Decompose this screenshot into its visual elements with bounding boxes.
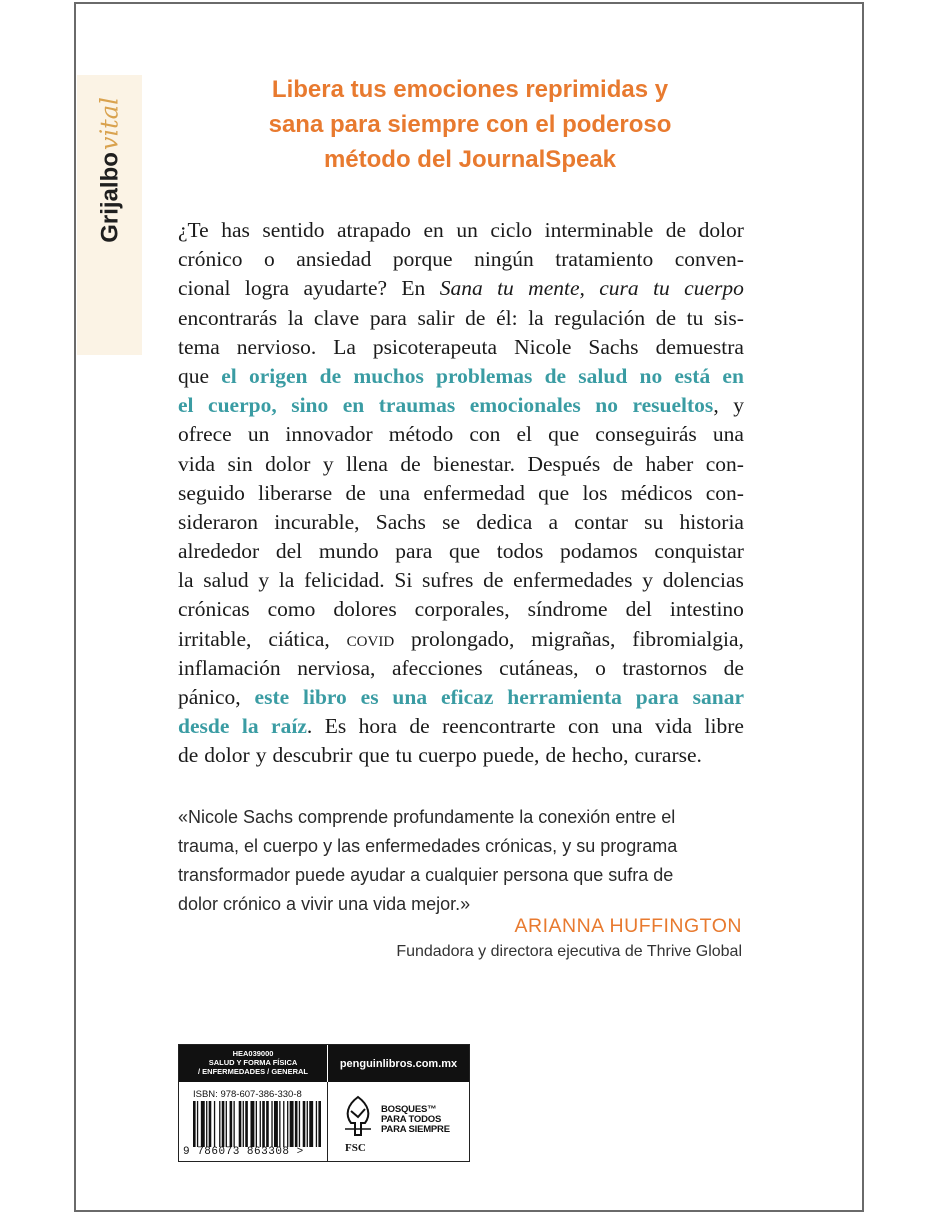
synopsis-word: a <box>548 509 559 534</box>
synopsis-line <box>178 362 744 391</box>
synopsis-word: ningún <box>474 247 534 272</box>
synopsis-word: Sachs <box>375 509 426 534</box>
synopsis-word: eficaz <box>440 685 494 709</box>
synopsis-word: la <box>241 714 259 739</box>
barcode-bar <box>230 1101 233 1147</box>
synopsis-word: de <box>400 451 421 476</box>
synopsis-word: puede, <box>482 743 540 768</box>
synopsis-word: resueltos, <box>632 393 719 418</box>
barcode-bar <box>260 1101 261 1147</box>
synopsis-word: para <box>369 305 407 330</box>
synopsis-word: conven- <box>674 247 744 272</box>
synopsis-word: pánico, <box>178 685 241 709</box>
synopsis-word: crónicas <box>178 597 250 622</box>
divider <box>327 1082 328 1162</box>
synopsis-word: prolongado, <box>411 626 515 651</box>
synopsis-word: emocionales <box>469 393 581 418</box>
synopsis-word: con- <box>705 451 744 476</box>
synopsis-line <box>178 245 744 274</box>
barcode-bar <box>250 1101 254 1147</box>
synopsis-word: curarse. <box>634 743 702 768</box>
synopsis-word: sis- <box>714 305 744 330</box>
barcode-bar <box>256 1101 257 1147</box>
category-line: / ENFERMEDADES / GENERAL <box>197 1067 308 1076</box>
synopsis-word: y <box>642 568 653 593</box>
synopsis-word: médicos <box>620 480 693 505</box>
barcode <box>193 1101 321 1147</box>
synopsis-word: inflamación <box>178 655 281 680</box>
quote-line: dolor crónico a vivir una vida mejor.» <box>178 894 471 914</box>
synopsis-word: llena <box>346 451 388 476</box>
synopsis-word: migrañas, <box>531 626 616 651</box>
synopsis-word: irritable, <box>178 626 252 651</box>
synopsis-word: su <box>644 509 664 534</box>
barcode-bar <box>266 1101 269 1147</box>
synopsis-word: psicoterapeuta <box>372 334 498 359</box>
synopsis-line <box>178 712 744 741</box>
synopsis-word: como <box>267 597 316 622</box>
headline-line: Libera tus emociones reprimidas y <box>271 76 669 103</box>
synopsis-word: el <box>178 393 194 418</box>
barcode-bar <box>245 1101 248 1147</box>
synopsis-word: de <box>465 305 486 330</box>
synopsis-word: salud <box>578 363 628 388</box>
synopsis-word: enfermedades <box>513 568 633 593</box>
synopsis-word: traumas <box>378 393 456 418</box>
synopsis-word: Si <box>394 568 413 593</box>
synopsis-word: que <box>178 363 210 388</box>
synopsis-word: de <box>665 218 687 242</box>
synopsis-word: tu <box>686 305 704 330</box>
barcode-bar <box>193 1101 196 1147</box>
fsc-slogan <box>381 1105 450 1135</box>
synopsis-word: nerviosa, <box>297 655 376 680</box>
barcode-bar <box>239 1101 242 1147</box>
synopsis-word: origen <box>248 363 308 388</box>
synopsis-word: ayudarte? <box>303 276 388 301</box>
synopsis-word: el <box>221 363 237 388</box>
synopsis-word: tu <box>395 743 413 768</box>
synopsis-word: es <box>360 685 379 709</box>
synopsis-word: método <box>388 422 454 447</box>
synopsis-word: de <box>409 714 430 739</box>
synopsis-word: reencontrarte <box>442 714 556 739</box>
synopsis-word: de <box>545 743 566 768</box>
synopsis-word: conquistar <box>654 539 744 564</box>
synopsis-word: has <box>221 218 250 242</box>
synopsis-word: contar <box>574 509 628 534</box>
synopsis-word: descubrir <box>272 743 353 768</box>
barcode-bar <box>295 1101 298 1147</box>
synopsis-word: dedica <box>476 509 533 534</box>
synopsis-word: sufres <box>422 568 474 593</box>
fsc-slogan-line: PARA TODOS <box>381 1114 442 1125</box>
synopsis-word: con- <box>705 480 744 505</box>
synopsis-line <box>178 450 744 479</box>
synopsis-word: se <box>442 509 461 534</box>
synopsis-word: ciclo <box>490 218 533 242</box>
synopsis-word: demuestra <box>655 334 744 359</box>
synopsis-word: que <box>449 539 481 564</box>
barcode-bar <box>303 1101 306 1147</box>
publisher-website[interactable]: penguinlibros.com.mx <box>327 1045 469 1082</box>
synopsis-word: covid <box>346 626 395 651</box>
synopsis-word: Nicole <box>514 334 572 359</box>
synopsis-line <box>178 537 744 566</box>
synopsis-word: no <box>639 363 663 388</box>
synopsis-line <box>178 420 744 449</box>
quote-line: trauma, el cuerpo y las enfermedades crónicas, y su programa <box>178 836 678 856</box>
synopsis-word: hora <box>358 714 397 739</box>
synopsis-word: la <box>528 305 544 330</box>
synopsis-word: trastornos <box>622 655 708 680</box>
barcode-bar <box>226 1101 227 1147</box>
synopsis-word: mente, <box>528 276 585 301</box>
synopsis-word: vida <box>655 714 693 739</box>
synopsis-word: crónico <box>178 247 243 272</box>
synopsis-word: libro <box>303 685 347 709</box>
synopsis-line <box>178 216 744 245</box>
synopsis-word: o <box>263 247 275 272</box>
headline-line: método del JournalSpeak <box>323 146 617 173</box>
synopsis-word: de <box>178 743 199 768</box>
fsc-label: FSC <box>345 1142 366 1154</box>
synopsis-word: síndrome <box>527 597 608 622</box>
fsc-slogan-line: PARA SIEMPRE <box>381 1124 450 1135</box>
synopsis-word: de <box>544 363 567 388</box>
synopsis-word: dolores <box>333 597 397 622</box>
synopsis-line <box>178 741 744 770</box>
headline-line: sana para siempre con el poderoso <box>268 111 672 138</box>
quote-line: «Nicole Sachs comprende profundamente la conexión entre el <box>178 807 676 827</box>
synopsis-word: afecciones <box>391 655 483 680</box>
synopsis-word: liberarse <box>258 480 333 505</box>
synopsis-word: conseguirás <box>595 422 697 447</box>
category-label <box>179 1045 327 1082</box>
synopsis-word: salir <box>417 305 455 330</box>
synopsis-word: dolencias <box>662 568 744 593</box>
synopsis-word: Sachs <box>588 334 639 359</box>
synopsis-word: en <box>342 393 365 418</box>
barcode-bar <box>233 1101 234 1147</box>
barcode-bar <box>206 1101 207 1147</box>
synopsis-word: problemas <box>436 363 533 388</box>
synopsis-word: y <box>255 743 267 768</box>
synopsis-word: enfermedad <box>423 480 525 505</box>
barcode-bar <box>197 1101 198 1147</box>
synopsis-word: tu <box>653 276 670 301</box>
synopsis-word: y <box>322 451 334 476</box>
synopsis-word: sino <box>291 393 329 418</box>
synopsis-word: hecho, <box>571 743 629 768</box>
synopsis-word: que <box>548 422 580 447</box>
barcode-bar <box>222 1101 225 1147</box>
synopsis-line <box>178 274 744 303</box>
synopsis-word: La <box>333 334 356 359</box>
quote-author-role: Fundadora y directora ejecutiva de Thrive Global <box>396 943 742 960</box>
synopsis-word: la <box>278 568 295 593</box>
synopsis-word: no <box>595 393 618 418</box>
synopsis-word: cuerpo, <box>208 393 277 418</box>
barcode-bar <box>279 1101 280 1147</box>
synopsis-word: cuerpo <box>418 743 477 768</box>
synopsis-word: nervioso. <box>236 334 317 359</box>
barcode-bar <box>299 1101 300 1147</box>
synopsis-word: un <box>456 218 478 242</box>
synopsis-word: para <box>635 685 679 709</box>
barcode-bar <box>209 1101 212 1147</box>
barcode-bar <box>274 1101 278 1147</box>
synopsis-word: de <box>345 480 366 505</box>
barcode-bar <box>287 1101 288 1147</box>
quote-author: ARIANNA HUFFINGTON <box>514 915 742 937</box>
synopsis-word: sentido <box>262 218 325 242</box>
synopsis-word: interminable <box>544 218 654 242</box>
barcode-bar <box>214 1101 215 1147</box>
synopsis-word: él: <box>496 305 518 330</box>
synopsis-word: de <box>483 568 504 593</box>
synopsis-word: encontrarás <box>178 305 278 330</box>
synopsis-word: en <box>423 218 444 242</box>
headline <box>160 72 780 177</box>
barcode-bar <box>316 1101 317 1147</box>
publisher-logo <box>96 97 125 243</box>
synopsis-line <box>178 304 744 333</box>
publishing-info-box <box>178 1044 470 1162</box>
synopsis-word: Sana <box>439 276 483 301</box>
synopsis-word: clave <box>313 305 360 330</box>
synopsis-word: dolor <box>265 451 311 476</box>
synopsis-word: dolor <box>698 218 744 242</box>
synopsis-word: alrededor <box>178 539 260 564</box>
synopsis-word: y <box>258 568 270 593</box>
synopsis-word: cuerpo <box>684 276 744 301</box>
synopsis-word: sin <box>227 451 253 476</box>
barcode-bar <box>219 1101 220 1147</box>
synopsis-word: mundo <box>318 539 379 564</box>
synopsis-word: ansiedad <box>296 247 372 272</box>
synopsis-word: corporales, <box>414 597 510 622</box>
barcode-bar <box>307 1101 308 1147</box>
synopsis-word: de <box>319 363 342 388</box>
synopsis-word: ciática, <box>268 626 330 651</box>
synopsis-line <box>178 566 744 595</box>
barcode-bar <box>283 1101 284 1147</box>
synopsis-word: con <box>567 714 600 739</box>
synopsis-word: tu <box>497 276 514 301</box>
synopsis-word: los <box>582 480 608 505</box>
quote-line: transformador puede ayudar a cualquier persona que sufra de <box>178 865 674 885</box>
category-line: SALUD Y FORMA FÍSICA <box>208 1058 298 1067</box>
synopsis-word: salud <box>203 568 249 593</box>
synopsis-word: Después <box>527 451 601 476</box>
synopsis-line <box>178 654 744 683</box>
synopsis-word: tratamiento <box>555 247 654 272</box>
synopsis-word: este <box>254 685 290 709</box>
synopsis-line <box>178 595 744 624</box>
synopsis-word: fibromialgia, <box>632 626 744 651</box>
synopsis-word: intestino <box>669 597 744 622</box>
barcode-bar <box>290 1101 294 1147</box>
synopsis-word: cura <box>599 276 639 301</box>
synopsis-word: herramienta <box>507 685 622 709</box>
synopsis-word: libre <box>704 714 744 739</box>
synopsis-word: de <box>655 305 677 330</box>
synopsis-word: una <box>611 714 643 739</box>
barcode-digits: 9 786073 863308 > <box>183 1146 304 1158</box>
testimonial-quote <box>178 803 744 919</box>
synopsis-word: podamos <box>560 539 638 564</box>
synopsis-word: muchos <box>353 363 424 388</box>
synopsis-line <box>178 479 744 508</box>
synopsis-word: la <box>178 568 194 593</box>
synopsis-word: historia <box>679 509 744 534</box>
synopsis-word: sideraron <box>178 509 258 534</box>
synopsis-word: que <box>358 743 390 768</box>
fsc-tree-icon <box>341 1095 375 1141</box>
publisher-imprint: vital <box>95 97 124 151</box>
synopsis-word: del <box>275 539 303 564</box>
synopsis-word: de <box>612 451 634 476</box>
synopsis-word: bienestar. <box>433 451 515 476</box>
synopsis-word: está <box>674 363 711 388</box>
synopsis-line <box>178 683 744 712</box>
synopsis-word: que <box>538 480 570 505</box>
barcode-bar <box>318 1101 321 1147</box>
category-code: HEA039000 <box>232 1049 274 1058</box>
publisher-brand: Grijalbo <box>96 152 124 243</box>
synopsis-line <box>178 391 744 420</box>
synopsis-word: todos <box>496 539 544 564</box>
barcode-bar <box>201 1101 205 1147</box>
synopsis-word: la <box>287 305 304 330</box>
synopsis-word: del <box>625 597 652 622</box>
synopsis-word: o <box>595 655 606 680</box>
synopsis-word: tema <box>178 334 220 359</box>
synopsis-word: innovador <box>285 422 373 447</box>
synopsis-word: Es <box>324 714 347 739</box>
synopsis-word: el <box>516 422 533 447</box>
isbn-label: ISBN: 978-607-386-330-8 <box>193 1089 302 1100</box>
synopsis-word: de <box>723 655 744 680</box>
synopsis-line <box>178 333 744 362</box>
synopsis-line <box>178 508 744 537</box>
barcode-bar <box>309 1101 313 1147</box>
synopsis-word: dolor <box>204 743 250 768</box>
synopsis-word: una <box>392 685 428 709</box>
synopsis-word: una <box>379 480 411 505</box>
synopsis-word: desde <box>178 714 230 739</box>
synopsis-word: porque <box>392 247 453 272</box>
synopsis-word: sanar <box>692 685 744 709</box>
fsc-slogan-line: BOSQUES™ <box>381 1104 437 1115</box>
synopsis-word: vida <box>178 451 216 476</box>
synopsis-word: con <box>469 422 501 447</box>
barcode-bar <box>243 1101 244 1147</box>
synopsis-word: un <box>247 422 270 447</box>
synopsis-word: felicidad. <box>304 568 385 593</box>
synopsis-word: raíz. <box>271 714 313 739</box>
synopsis-word: cional <box>178 276 231 301</box>
synopsis-word: y <box>733 393 744 418</box>
synopsis-word: seguido <box>178 480 245 505</box>
synopsis-word: En <box>401 276 426 301</box>
synopsis-word: logra <box>244 276 290 301</box>
synopsis <box>178 216 744 771</box>
synopsis-word: ofrece <box>178 422 232 447</box>
synopsis-word: en <box>722 363 744 388</box>
synopsis-word: una <box>712 422 744 447</box>
synopsis-word: atrapado <box>337 218 412 242</box>
barcode-bar <box>262 1101 265 1147</box>
synopsis-word: haber <box>645 451 694 476</box>
synopsis-word: cutáneas, <box>499 655 579 680</box>
synopsis-line <box>178 625 744 654</box>
synopsis-word: para <box>395 539 433 564</box>
synopsis-word: incurable, <box>274 509 360 534</box>
synopsis-word: ¿Te <box>178 218 209 242</box>
synopsis-word: regulación <box>554 305 646 330</box>
barcode-bar <box>271 1101 272 1147</box>
